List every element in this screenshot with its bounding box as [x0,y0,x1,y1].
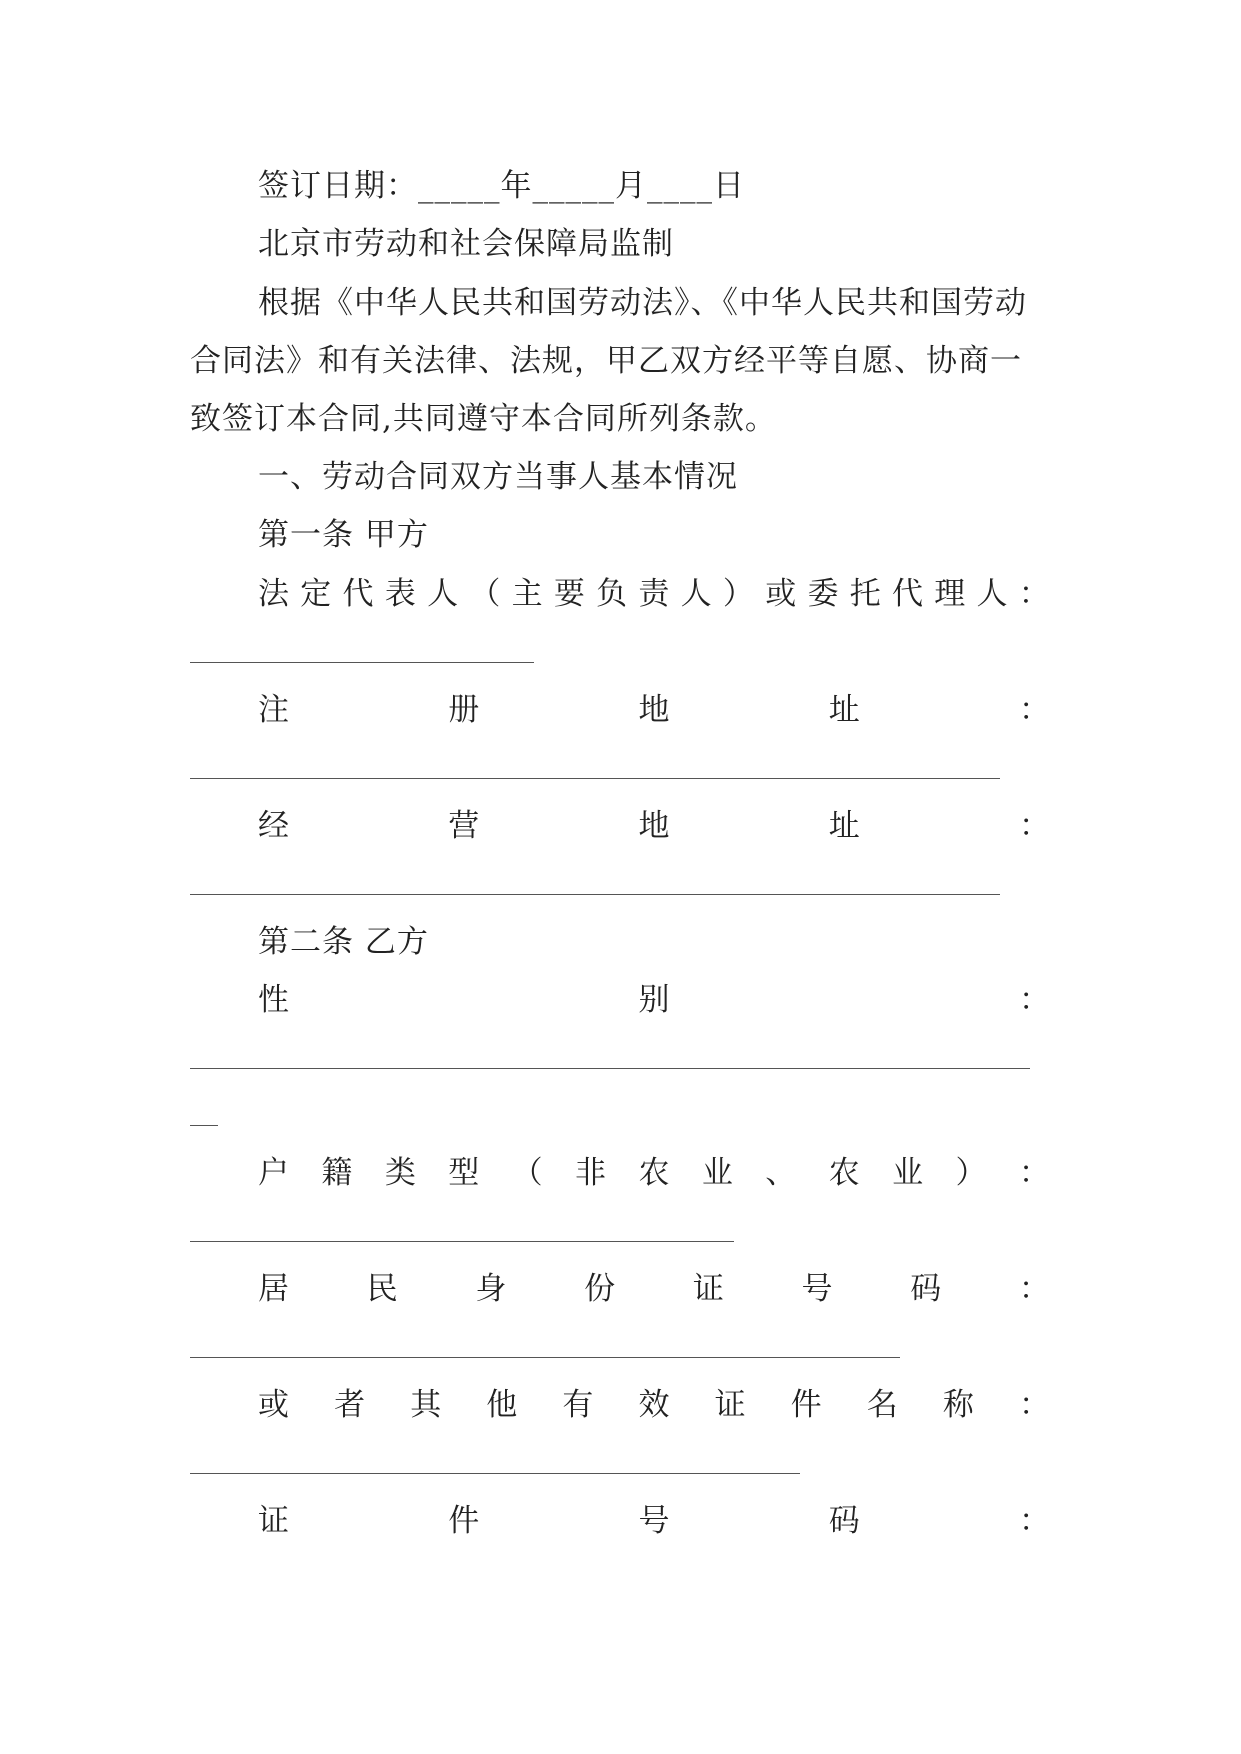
household-type-label: 户 籍 类 型 （ 非 农 业 、 农 业 ） ： [258,1155,1050,1191]
other-id-name-label: 或 者 其 他 有 效 证 件 名 称 ： [258,1387,1050,1423]
preamble-line-3: 致签订本合同,共同遵守本合同所列条款。 [190,401,777,437]
section-heading: 一、劳动合同双方当事人基本情况 [258,459,738,495]
article-1-title: 第一条 甲方 [258,517,429,553]
gender-blank[interactable] [190,1068,1030,1069]
gender-label: 性 别 ： [258,982,1050,1018]
registered-address-blank[interactable] [190,778,1000,779]
household-type-blank[interactable] [190,1241,734,1242]
business-address-label: 经 营 地 址 ： [258,808,1050,844]
business-address-blank[interactable] [190,894,1000,895]
other-id-name-blank[interactable] [190,1473,800,1474]
preamble-line-2: 合同法》和有关法律、法规，甲乙双方经平等自愿、协商一 [190,343,1022,379]
legal-rep-label: 法 定 代 表 人 （ 主 要 负 责 人 ） 或 委 托 代 理 人 ： [258,576,1050,612]
id-number-label: 居 民 身 份 证 号 码 ： [258,1271,1050,1307]
article-2-title: 第二条 乙方 [258,924,429,960]
registered-address-label: 注 册 地 址 ： [258,692,1050,728]
id-number-blank[interactable] [190,1357,900,1358]
signing-date: 签订日期：_____年_____月____日 [258,168,745,204]
issuer-line: 北京市劳动和社会保障局监制 [258,226,674,262]
id-no-label: 证 件 号 码 ： [258,1503,1050,1539]
preamble-line-1: 根据《中华人民共和国劳动法》、《中华人民共和国劳动 [258,285,1027,321]
legal-rep-blank[interactable] [190,662,534,663]
gender-blank-tail [190,1125,218,1126]
